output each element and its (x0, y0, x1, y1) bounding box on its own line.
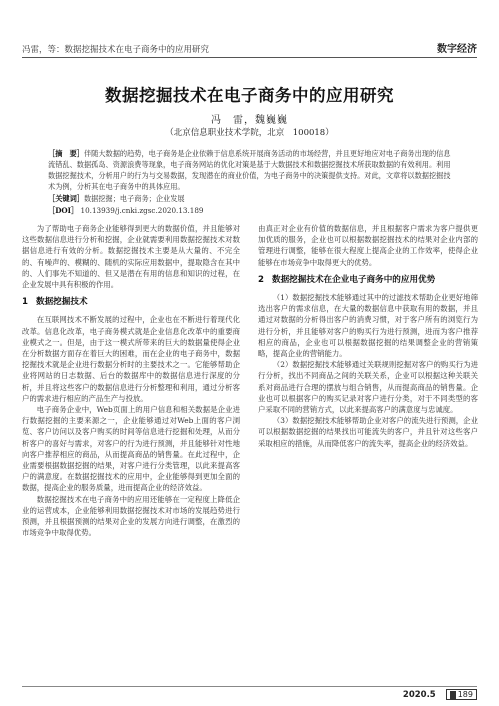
page-number-box (446, 689, 477, 700)
authors: 冯 雷，魏巍巍 (211, 115, 288, 126)
page-footer (22, 686, 477, 700)
body-paragraph: （2）数据挖掘技术能够通过关联规则挖掘对客户的购买行为进行分析，找出不同商品之间的关联关系，企业可以根据这种关联关系对商品进行合理的摆放与组合销售，从而提高商品的销售量。企业也可以根据客户的购买记录对客户进行分类，对于不同类型的客户采取不同的营销方式，以此来提高客户的满意度与忠诚度。 (258, 360, 478, 415)
article-title: 数据挖掘技术在电子商务中的应用研究 (105, 86, 394, 105)
running-head (22, 42, 477, 58)
abstract-label: ［摘 要］ (48, 149, 84, 158)
body-paragraph: （3）数据挖掘技术能够帮助企业对客户的流失进行预测，企业可以根据数据挖掘的结果找出可能流失的客户，并且针对这些客户采取相应的措施，从而降低客户的流失率，提高企业的经济效益。 (258, 416, 478, 448)
issue-number: 2020.5 (402, 689, 436, 700)
body-paragraph: 数据挖掘技术在电子商务中的应用还能够在一定程度上降低企业的运营成本，企业能够利用数据挖掘技术对市场的发展趋势进行预测，并且根据预测的结果对企业的发展方向进行调整，在激烈的市场竞争中取得优势。 (22, 494, 240, 538)
doi (48, 205, 453, 216)
section-title: 数据挖掘技术在企业电子商务中的应用优势 (271, 274, 436, 285)
section-heading-2 (258, 275, 478, 286)
body-paragraph: 电子商务企业中，Web页面上的用户信息和相关数据是企业进行数据挖掘的主要来源之一，企业能够通过对Web上面的客户浏览、客户访问以及客户购买的时间等信息进行挖掘和处理，从而分析客户的喜好与需求，对客户的行为进行预测，并且能够针对性地向客户推荐相应的商品，从而提高商品的销售量。在此过程中，企业需要根据数据挖掘的结果，对客户进行分类管理，以此来提高客户的满意度。在数据挖掘技术的应用中，企业能够得到更加全面的数据，提高企业的服务质量，进而提高企业的经济效益。 (22, 405, 240, 493)
intro-paragraph: 为了帮助电子商务企业能够得到更大的数据价值，并且能够对这些数据信息进行分析和挖掘，企业就需要利用数据挖掘技术对数据信息进行有效的分析。数据挖掘技术主要是从大量的、不完全的、有噪声的、模糊的、随机的实际应用数据中，提取隐含在其中的、人们事先不知道的、但又是潜在有用的信息和知识的过程，在企业发展中具有积极的作用。 (22, 224, 240, 290)
page-mark-icon (450, 691, 456, 699)
affiliation: （北京信息职业技术学院，北京 100018） (165, 128, 334, 138)
section-heading-1 (22, 297, 240, 308)
running-head-left: 冯雷，等：数据挖掘技术在电子商务中的应用研究 (22, 45, 210, 55)
section-title: 数据挖掘技术 (35, 297, 88, 308)
abstract-block (48, 148, 453, 216)
section-number: 2 (258, 274, 264, 285)
abstract-text: 伴随大数据的趋势，电子商务是企业依赖于信息系统开展商务活动的市场经营，并且更好地应对电子商务出现的信息流错乱、数据孤岛、资源浪费等现象，电子商务网站的优化对策是基于大数据技术和数据挖掘技术所获取数据的有效利用。利用数据挖掘技术，分析用户的行为与交易数据，发现潜在的商业价值，为电子商务中的决策提供支持。对此，文章将以数据挖掘技术为例，分析其在电子商务中的具体应用。 (48, 149, 451, 191)
keywords-text: 数据挖掘；电子商务；企业发展 (83, 194, 185, 203)
left-column (22, 223, 240, 538)
body-paragraph: 由真正对企业有价值的数据信息，并且根据客户需求为客户提供更加优质的服务，企业也可以根据数据挖掘技术的结果对企业内部的管理进行调整，能够在很大程度上提高企业的工作效率，使得企业能够在市场竞争中取得更大的优势。 (258, 224, 478, 267)
doi-label: ［DOI］ (48, 206, 79, 215)
right-column (258, 223, 478, 449)
abstract (48, 148, 453, 192)
running-head-section: 数字经济 (437, 44, 477, 55)
section-number: 1 (22, 297, 28, 308)
page-number: 189 (457, 690, 473, 699)
body-paragraph: （1）数据挖掘技术能够通过其中的过滤技术帮助企业更好地筛选出客户的需求信息，在大量的数据信息中获取有用的数据，并且通过对数据的分析得出客户的消费习惯，对于客户所有的浏览行为进行分析，并且能够对客户的购买行为进行预测，进而为客户推荐相应的商品，企业也可以根据数据挖掘的结果调整企业的营销策略，提高企业的营销能力。 (258, 293, 478, 359)
body-paragraph: 在互联网技术不断发展的过程中，企业也在不断进行着现代化改革。信息化改革，电子商务模式就是企业信息化改革中的重要商业模式之一。但是，由于这一模式所带来的巨大的数据量使得企业在分析数据方面存在着巨大的困难，而在企业的电子商务中，数据挖掘技术就是企业进行数据分析时的主要技术之一。它能够帮助企业将网站的日志数据、后台的数据库中的数据信息进行深度的分析，并且将这些客户的数据信息进行分析整理和利用，通过分析客户的需求进行相应的产品生产与投放。 (22, 315, 240, 403)
doi-text: 10.13939/j.cnki.zgsc.2020.13.189 (80, 206, 204, 215)
keywords (48, 193, 453, 204)
keywords-label: ［关键词］ (48, 194, 84, 203)
